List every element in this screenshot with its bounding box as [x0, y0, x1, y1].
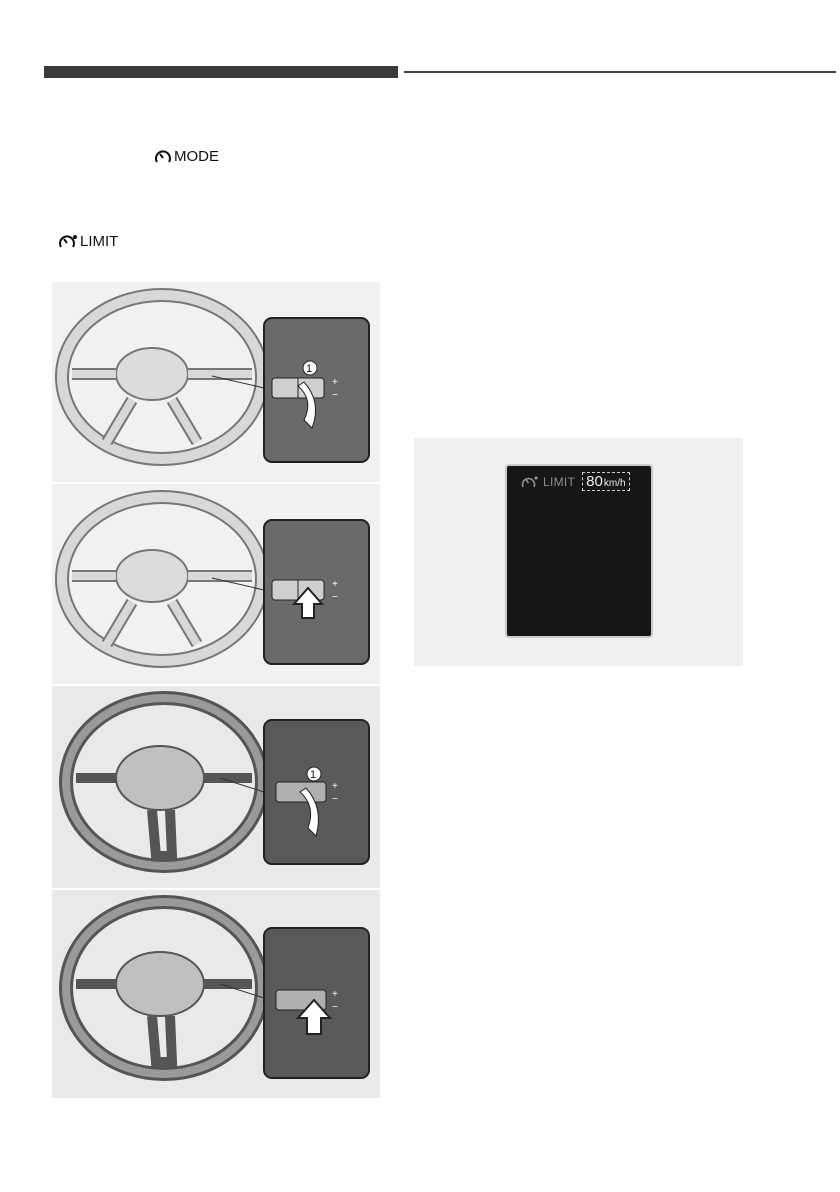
speed-limit-value-box [582, 472, 629, 491]
steering-wheel-illustration [52, 282, 380, 482]
limit-label: LIMIT [543, 474, 576, 489]
svg-text:+: + [332, 377, 338, 388]
steering-wheel-illustration [52, 484, 380, 684]
speed-limit-unit: km/h [603, 478, 626, 489]
svg-text:−: − [332, 794, 338, 805]
section-header-rule [404, 71, 836, 73]
gauge-icon [154, 149, 172, 165]
gauge-limit-icon [58, 234, 78, 250]
svg-text:+: + [332, 781, 338, 792]
svg-text:+: + [332, 989, 338, 1000]
svg-text:−: − [332, 1002, 338, 1013]
callout-number: 1 [306, 363, 313, 375]
svg-text:−: − [332, 390, 338, 401]
mode-icon-label: MODE [174, 148, 219, 165]
callout-number: 1 [310, 769, 317, 781]
gauge-limit-icon [521, 475, 539, 489]
speed-limit-value: 80 [586, 473, 603, 490]
steering-wheel-illustration [52, 686, 380, 888]
section-header-bar [44, 66, 398, 78]
speed-limit-indicator [521, 472, 630, 491]
steering-wheel-press-up [52, 484, 380, 684]
steering-wheel-illustration [52, 890, 380, 1098]
steering-wheel-alt-press-up [52, 890, 380, 1098]
svg-text:+: + [332, 579, 338, 590]
svg-text:−: − [332, 592, 338, 603]
instrument-cluster-illustration [414, 438, 743, 666]
cluster-display [505, 464, 653, 638]
steering-wheel-alt-toggle-down [52, 686, 380, 888]
steering-wheel-toggle-down [52, 282, 380, 482]
speedometer-mode-icon [154, 148, 219, 165]
limit-icon-label: LIMIT [80, 233, 119, 250]
speedometer-limit-icon [58, 233, 118, 250]
